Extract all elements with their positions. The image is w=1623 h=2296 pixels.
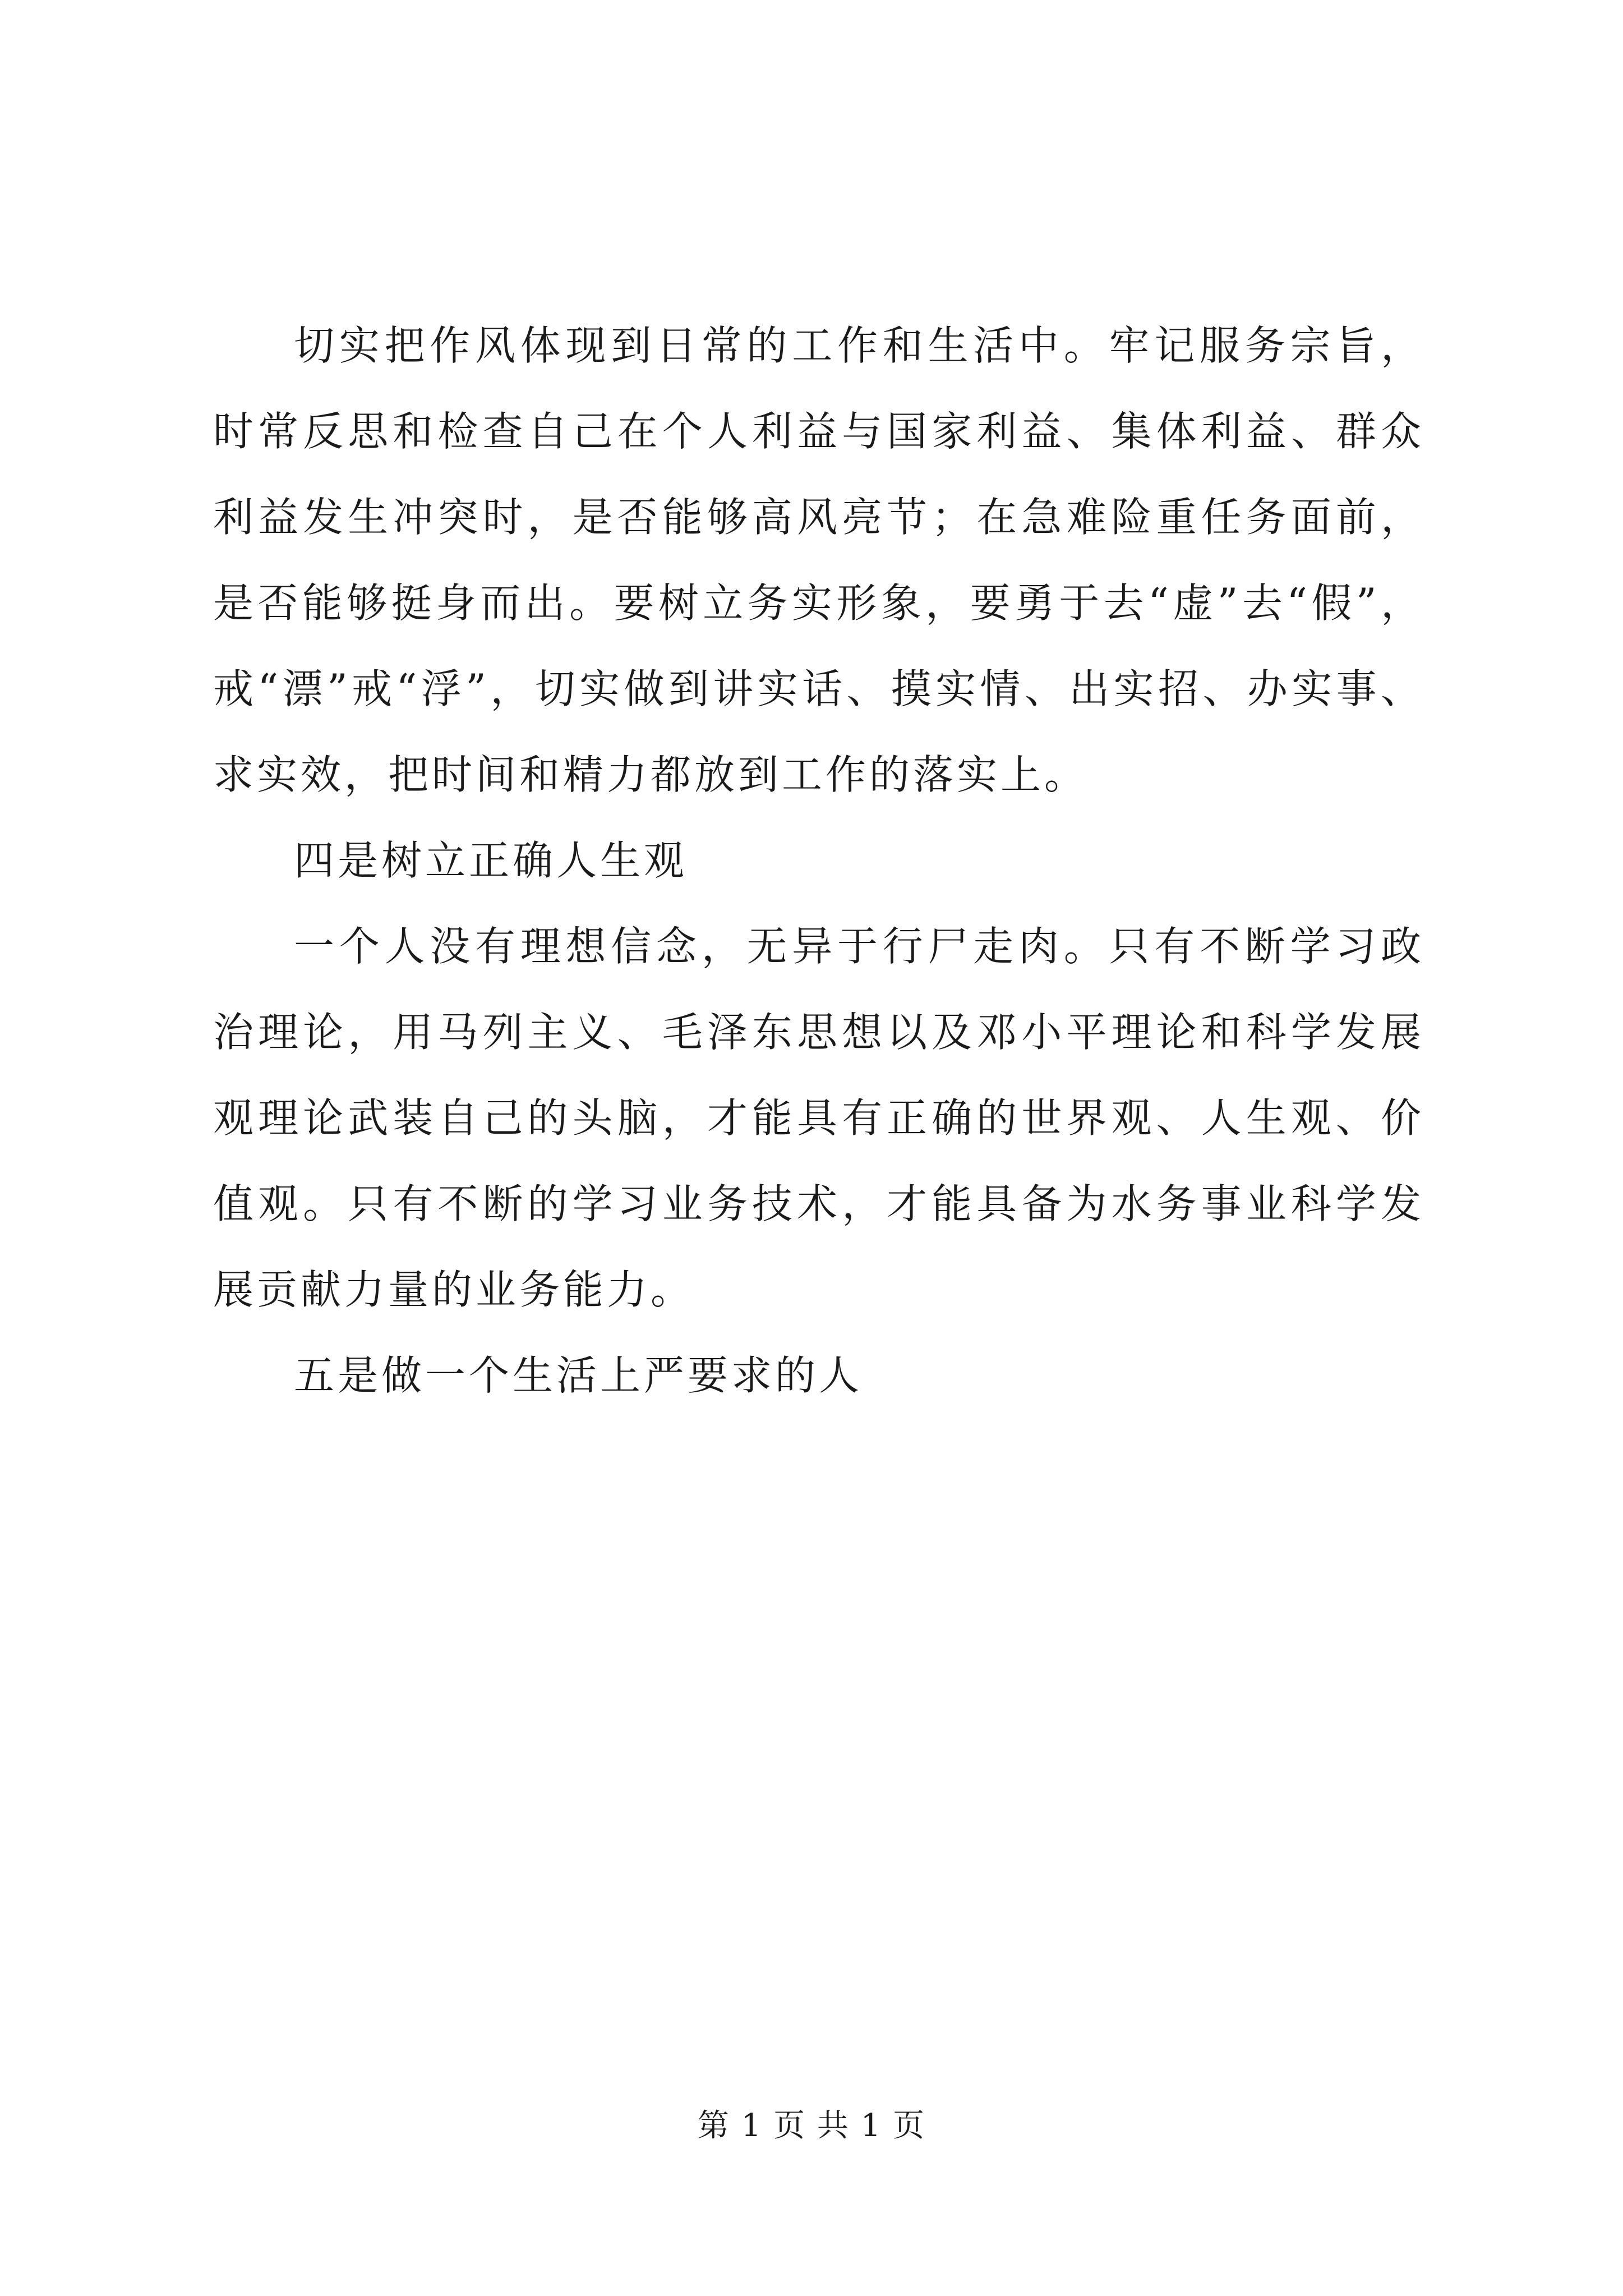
page-number-footer: 第 1 页 共 1 页	[697, 2108, 926, 2144]
paragraph-work-style: 切实把作风体现到日常的工作和生活中。牢记服务宗旨，时常反思和检查自己在个人利益与国家利益、集体利益、群众利益发生冲突时，是否能够高风亮节；在急难险重任务面前，是否能够挺身而出。要树立务实形象，要勇于去“虚”去“假”，戒“漂”戒“浮”，切实做到讲实话、摸实情、出实招、办实事、求实效，把时间和精力都放到工作的落实上。	[213, 322, 1424, 798]
section-heading-strict-life: 五是做一个生活上严要求的人	[294, 1352, 863, 1399]
section-heading-outlook-on-life: 四是树立正确人生观	[294, 837, 688, 884]
paragraph-ideals-and-beliefs: 一个人没有理想信念，无异于行尸走肉。只有不断学习政治理论，用马列主义、毛泽东思想以及邓小平理论和科学发展观理论武装自己的头脑，才能具有正确的世界观、人生观、价值观。只有不断的学习业务技术，才能具备为水务事业科学发展贡献力量的业务能力。	[213, 923, 1424, 1313]
document-body	[213, 303, 1424, 1419]
